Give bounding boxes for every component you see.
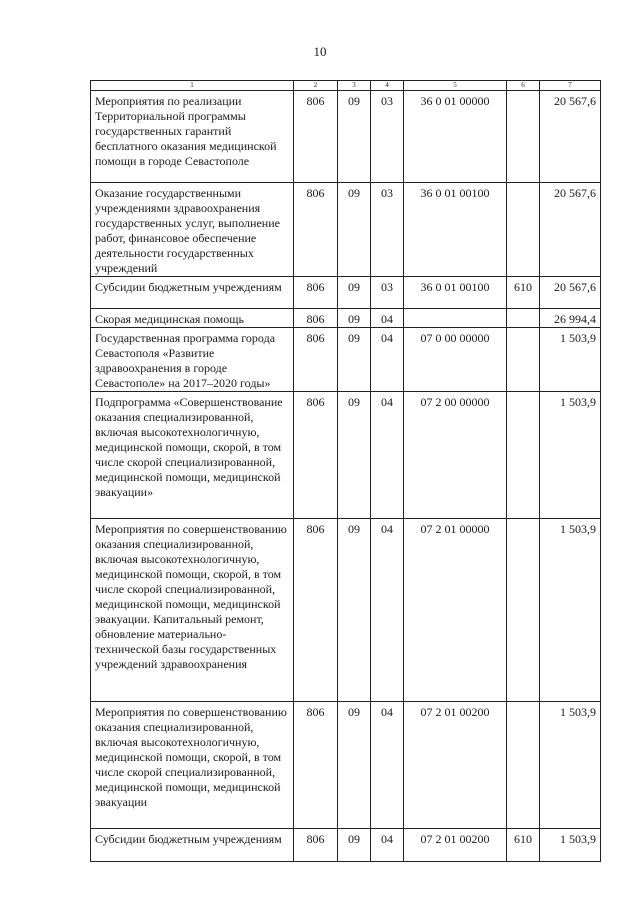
row-gr-code: 806 [294,519,338,702]
row-name: Мероприятия по совершенствованию оказания специализированной, включая высокотехнологичную, медицинской помощи, скорой, в том числе скорой специализированной, медицинской помощи, медицинской эвакуации [91,702,294,829]
row-gr-code: 806 [294,91,338,183]
row-pr-code: 03 [371,91,404,183]
table-row [91,328,601,392]
table-row [91,829,601,862]
column-number: 1 [91,81,294,91]
column-number: 2 [294,81,338,91]
row-rz-code: 09 [338,829,371,862]
table-row [91,309,601,328]
row-vr-code [507,392,540,519]
row-gr-code: 806 [294,328,338,392]
column-number: 7 [540,81,601,91]
row-pr-code: 04 [371,829,404,862]
row-amount: 1 503,9 [540,328,601,392]
row-name: Субсидии бюджетным учреждениям [91,829,294,862]
page-number: 10 [313,44,327,59]
row-amount: 1 503,9 [540,519,601,702]
row-rz-code: 09 [338,309,371,328]
row-amount: 20 567,6 [540,183,601,277]
row-amount: 1 503,9 [540,392,601,519]
row-name: Государственная программа города Севастополя «Развитие здравоохранения в городе Севастополе» на 2017–2020 годы» [91,328,294,392]
row-vr-code [507,309,540,328]
row-name: Оказание государственными учреждениями здравоохранения государственных услуг, выполнение работ, финансовое обеспечение деятельности государственных учреждений [91,183,294,277]
table-row [91,91,601,183]
row-amount: 1 503,9 [540,702,601,829]
column-number: 5 [404,81,507,91]
row-name: Мероприятия по совершенствованию оказания специализированной, включая высокотехнологичную, медицинской помощи, скорой, в том числе скорой специализированной, медицинской помощи, медицинской эвакуации. Капитальный ремонт, обновление материально-технической базы государственных учреждений здравоохранения [91,519,294,702]
row-vr-code [507,91,540,183]
row-rz-code: 09 [338,392,371,519]
row-rz-code: 09 [338,328,371,392]
row-csr-code: 07 0 00 00000 [404,328,507,392]
row-csr-code: 07 2 01 00200 [404,702,507,829]
row-pr-code: 03 [371,183,404,277]
table-row [91,702,601,829]
row-vr-code [507,519,540,702]
row-pr-code: 04 [371,309,404,328]
row-amount: 20 567,6 [540,277,601,309]
row-pr-code: 04 [371,519,404,702]
row-csr-code: 36 0 01 00100 [404,183,507,277]
row-csr-code [404,309,507,328]
row-csr-code: 07 2 01 00000 [404,519,507,702]
row-gr-code: 806 [294,277,338,309]
row-rz-code: 09 [338,91,371,183]
budget-table [90,80,601,862]
row-name: Скорая медицинская помощь [91,309,294,328]
row-vr-code [507,183,540,277]
row-name: Мероприятия по реализации Территориальной программы государственных гарантий бесплатного оказания медицинской помощи в городе Севастополе [91,91,294,183]
row-csr-code: 36 0 01 00100 [404,277,507,309]
table-row [91,277,601,309]
row-gr-code: 806 [294,829,338,862]
row-amount: 1 503,9 [540,829,601,862]
row-name: Подпрограмма «Совершенствование оказания специализированной, включая высокотехнологичную, медицинской помощи, скорой, в том числе скорой специализированной, медицинской помощи, медицинской эвакуации» [91,392,294,519]
row-pr-code: 04 [371,702,404,829]
row-vr-code: 610 [507,277,540,309]
row-vr-code [507,702,540,829]
row-vr-code: 610 [507,829,540,862]
row-pr-code: 03 [371,277,404,309]
table-row [91,183,601,277]
row-rz-code: 09 [338,183,371,277]
row-pr-code: 04 [371,328,404,392]
column-number: 6 [507,81,540,91]
row-csr-code: 07 2 01 00200 [404,829,507,862]
row-vr-code [507,328,540,392]
row-rz-code: 09 [338,277,371,309]
table-row [91,392,601,519]
table-row [91,519,601,702]
row-gr-code: 806 [294,392,338,519]
row-csr-code: 07 2 00 00000 [404,392,507,519]
row-pr-code: 04 [371,392,404,519]
row-gr-code: 806 [294,183,338,277]
row-amount: 26 994,4 [540,309,601,328]
row-rz-code: 09 [338,519,371,702]
row-gr-code: 806 [294,702,338,829]
table-header-row [91,81,601,91]
row-name: Субсидии бюджетным учреждениям [91,277,294,309]
row-amount: 20 567,6 [540,91,601,183]
column-number: 3 [338,81,371,91]
row-csr-code: 36 0 01 00000 [404,91,507,183]
column-number: 4 [371,81,404,91]
row-rz-code: 09 [338,702,371,829]
row-gr-code: 806 [294,309,338,328]
